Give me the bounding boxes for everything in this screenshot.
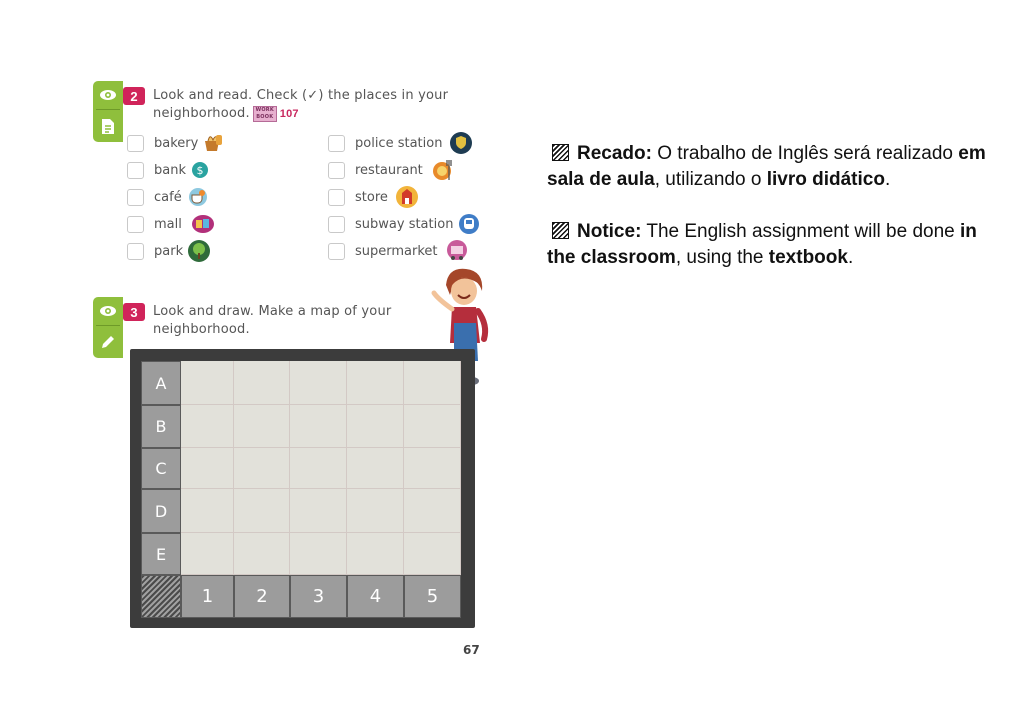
column-label-2: 2 bbox=[234, 575, 290, 618]
exercise-3-tab bbox=[93, 297, 123, 358]
map-cell[interactable] bbox=[234, 489, 290, 533]
map-cell[interactable] bbox=[234, 533, 290, 575]
item-label: park bbox=[154, 243, 184, 259]
instruction-line-2: neighborhood. bbox=[153, 322, 250, 337]
notice-text: . bbox=[847, 247, 854, 268]
row-label-c: C bbox=[141, 448, 181, 489]
checkbox[interactable] bbox=[328, 216, 345, 233]
map-cell[interactable] bbox=[347, 533, 404, 575]
exercise-2-number: 2 bbox=[123, 87, 145, 105]
recado-emphasis: livro didático bbox=[766, 169, 885, 190]
row-label-e: E bbox=[141, 533, 181, 575]
grid-corner-hatch bbox=[141, 575, 181, 618]
instruction-line-1: Look and draw. Make a map of your bbox=[153, 304, 392, 319]
item-label: police station bbox=[355, 135, 443, 151]
map-cell[interactable] bbox=[181, 361, 234, 405]
row-label-d: D bbox=[141, 489, 181, 533]
map-cell[interactable] bbox=[347, 489, 404, 533]
police-station-icon bbox=[446, 131, 476, 155]
notice-text: The English assignment will be done bbox=[641, 221, 961, 242]
map-cell[interactable] bbox=[181, 489, 234, 533]
map-cell[interactable] bbox=[404, 489, 461, 533]
map-cell[interactable] bbox=[290, 489, 347, 533]
exercise-3-number: 3 bbox=[123, 303, 145, 321]
recado-note bbox=[547, 141, 997, 193]
item-label: supermarket bbox=[355, 243, 438, 259]
row-label-b: B bbox=[141, 405, 181, 448]
notice-text: , using the bbox=[675, 247, 769, 268]
recado-text: . bbox=[884, 169, 891, 190]
eye-icon bbox=[93, 81, 123, 109]
checklist-item-restaurant[interactable] bbox=[328, 159, 457, 181]
checkbox[interactable] bbox=[127, 162, 144, 179]
map-cell[interactable] bbox=[347, 361, 404, 405]
item-label: bakery bbox=[154, 135, 199, 151]
column-label-3: 3 bbox=[290, 575, 347, 618]
map-cell[interactable] bbox=[404, 405, 461, 448]
checklist-item-cafe[interactable] bbox=[127, 186, 210, 208]
bank-icon bbox=[190, 158, 214, 182]
page-number: 67 bbox=[463, 643, 480, 657]
map-cell[interactable] bbox=[290, 448, 347, 489]
map-cell[interactable] bbox=[290, 405, 347, 448]
eye-icon bbox=[93, 297, 123, 325]
supermarket-icon bbox=[442, 239, 472, 263]
checklist-item-police-station[interactable] bbox=[328, 132, 476, 154]
notice-label: Notice: bbox=[577, 221, 642, 242]
map-cell[interactable] bbox=[404, 361, 461, 405]
column-label-1: 1 bbox=[181, 575, 234, 618]
checkbox[interactable] bbox=[127, 243, 144, 260]
checklist-item-bakery[interactable] bbox=[127, 132, 226, 154]
checklist-item-subway-station[interactable] bbox=[328, 213, 481, 235]
notepad-icon bbox=[552, 144, 569, 161]
instruction-line-1: Look and read. Check (✓) the places in your bbox=[153, 88, 449, 103]
map-cell[interactable] bbox=[404, 448, 461, 489]
mall-icon bbox=[186, 212, 220, 236]
checkbox[interactable] bbox=[328, 189, 345, 206]
checklist-item-supermarket[interactable] bbox=[328, 240, 472, 262]
checkbox[interactable] bbox=[328, 162, 345, 179]
map-cell[interactable] bbox=[290, 533, 347, 575]
map-cell[interactable] bbox=[234, 405, 290, 448]
checklist-item-park[interactable] bbox=[127, 240, 211, 262]
recado-text: , utilizando o bbox=[654, 169, 767, 190]
notes-panel bbox=[547, 141, 997, 297]
checklist-item-store[interactable] bbox=[328, 186, 422, 208]
item-label: subway station bbox=[355, 216, 454, 232]
svg-text:$: $ bbox=[196, 164, 204, 177]
recado-emphasis: em sala de aula bbox=[547, 143, 986, 190]
exercise-2-instruction bbox=[153, 87, 448, 123]
checkbox[interactable] bbox=[127, 189, 144, 206]
recado-label: Recado: bbox=[577, 143, 652, 164]
checkbox[interactable] bbox=[328, 243, 345, 260]
restaurant-icon bbox=[427, 158, 457, 182]
notice-note bbox=[547, 219, 997, 271]
workbook-icon: WORK BOOK bbox=[253, 106, 277, 122]
item-label: store bbox=[355, 189, 388, 205]
item-label: mall bbox=[154, 216, 182, 232]
pencil-icon bbox=[93, 326, 123, 358]
row-label-a: A bbox=[141, 361, 181, 405]
exercise-3-instruction bbox=[153, 303, 391, 339]
column-label-4: 4 bbox=[347, 575, 404, 618]
map-cell[interactable] bbox=[181, 533, 234, 575]
store-icon bbox=[392, 185, 422, 209]
map-cell[interactable] bbox=[234, 448, 290, 489]
checkbox[interactable] bbox=[127, 216, 144, 233]
map-cell[interactable] bbox=[347, 405, 404, 448]
subway-station-icon bbox=[457, 212, 481, 236]
checklist-item-mall[interactable] bbox=[127, 213, 220, 235]
instruction-line-2: neighborhood. bbox=[153, 106, 250, 121]
map-cell[interactable] bbox=[347, 448, 404, 489]
item-label: café bbox=[154, 189, 182, 205]
bakery-icon bbox=[202, 131, 226, 155]
recado-text: O trabalho de Inglês será realizado bbox=[651, 143, 959, 164]
map-cell[interactable] bbox=[404, 533, 461, 575]
park-icon bbox=[187, 239, 211, 263]
map-cell[interactable] bbox=[181, 448, 234, 489]
map-cell[interactable] bbox=[234, 361, 290, 405]
cafe-icon bbox=[186, 185, 210, 209]
map-cell[interactable] bbox=[290, 361, 347, 405]
column-label-5: 5 bbox=[404, 575, 461, 618]
item-label: bank bbox=[154, 162, 186, 178]
checkbox[interactable] bbox=[328, 135, 345, 152]
checkbox[interactable] bbox=[127, 135, 144, 152]
notepad-icon bbox=[552, 222, 569, 239]
map-cell[interactable] bbox=[181, 405, 234, 448]
notice-emphasis: in the classroom bbox=[547, 221, 977, 268]
workbook-page: 107 bbox=[279, 108, 299, 120]
exercise-2-tab bbox=[93, 81, 123, 142]
neighborhood-map-grid[interactable] bbox=[141, 361, 461, 618]
item-label: restaurant bbox=[355, 162, 423, 178]
notice-emphasis: textbook bbox=[768, 247, 848, 268]
document-icon bbox=[93, 110, 123, 142]
checklist-item-bank[interactable] bbox=[127, 159, 214, 181]
